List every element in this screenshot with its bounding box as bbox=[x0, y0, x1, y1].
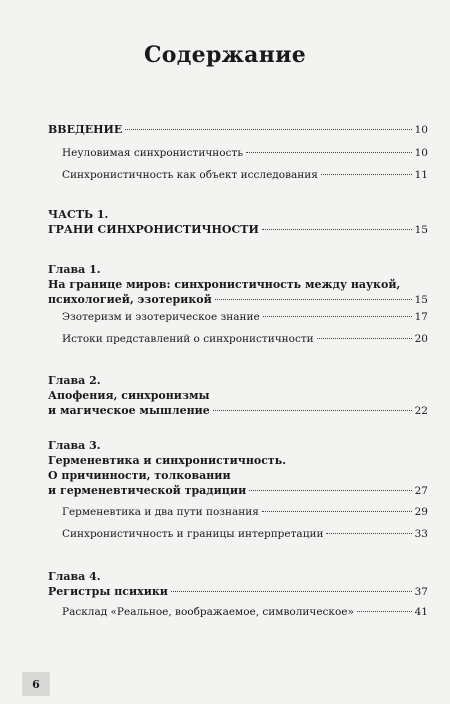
toc-entry-title: Истоки представлений о синхронистичности bbox=[62, 333, 314, 345]
toc-entry-label: Глава 3. bbox=[48, 439, 101, 452]
dot-leader bbox=[357, 611, 412, 612]
toc-entry-title: Синхронистичность как объект исследования bbox=[62, 169, 318, 181]
toc-page-number: 15 bbox=[414, 294, 428, 306]
toc-page-number: 33 bbox=[414, 528, 428, 540]
dot-leader bbox=[246, 152, 412, 153]
toc-page-number: 29 bbox=[414, 506, 428, 518]
toc-entry-title-line: О причинности, толковании bbox=[48, 469, 231, 482]
toc-page-number: 11 bbox=[414, 169, 428, 181]
toc-entry-title-line: На границе миров: синхронистичность между наукой, bbox=[48, 278, 401, 291]
toc-entry-esotericism[interactable] bbox=[62, 310, 428, 325]
toc-page-number: 15 bbox=[414, 224, 428, 236]
toc-entry-title: Неуловимая синхронистичность bbox=[62, 147, 244, 159]
toc-entry-label: Глава 2. bbox=[48, 374, 101, 387]
toc-entry-interpretation-limits[interactable] bbox=[62, 527, 428, 542]
toc-page-number: 20 bbox=[414, 333, 428, 345]
toc-entry-title: и герменевтической традиции bbox=[48, 484, 247, 497]
toc-entry-label: Глава 4. bbox=[48, 570, 101, 583]
dot-leader bbox=[213, 410, 412, 411]
toc-entry-title: Синхронистичность и границы интерпретации bbox=[62, 528, 324, 540]
dot-leader bbox=[263, 316, 412, 317]
dot-leader bbox=[317, 338, 412, 339]
dot-leader bbox=[215, 299, 412, 300]
toc-entry-title: Герменевтика и два пути познания bbox=[62, 506, 259, 518]
toc-entry-title: Расклад «Реальное, воображаемое, символическое» bbox=[62, 606, 354, 618]
toc-entry-part-1[interactable] bbox=[48, 207, 428, 238]
toc-page-number: 37 bbox=[414, 586, 428, 598]
toc-entry-elusive-synchronicity[interactable] bbox=[62, 146, 428, 161]
toc-entry-title: Эзотеризм и эзотерическое знание bbox=[62, 311, 260, 323]
toc-entry-chapter-4[interactable] bbox=[48, 569, 428, 600]
toc-entry-chapter-3[interactable] bbox=[48, 438, 428, 499]
toc-entry-title: Регистры психики bbox=[48, 585, 168, 598]
dot-leader bbox=[326, 533, 411, 534]
dot-leader bbox=[262, 511, 412, 512]
dot-leader bbox=[125, 129, 411, 130]
toc-entry-chapter-1[interactable] bbox=[48, 262, 428, 308]
toc-entry-title-line: Апофения, синхронизмы bbox=[48, 389, 210, 402]
dot-leader bbox=[262, 229, 412, 230]
dot-leader bbox=[321, 174, 412, 175]
toc-entry-chapter-2[interactable] bbox=[48, 373, 428, 419]
toc-page-number: 27 bbox=[414, 485, 428, 497]
toc-entry-title-line: Герменевтика и синхронистичность. bbox=[48, 454, 287, 467]
toc-entry-synchronicity-research-object[interactable] bbox=[62, 168, 428, 183]
toc-page-number: 17 bbox=[414, 311, 428, 323]
page-title: Содержание bbox=[143, 42, 307, 68]
toc-page-number: 10 bbox=[414, 124, 428, 136]
toc-page-number: 41 bbox=[414, 606, 428, 618]
toc-entry-title: ВВЕДЕНИЕ bbox=[48, 123, 123, 136]
toc-entry-label: ЧАСТЬ 1. bbox=[48, 208, 109, 221]
toc-entry-title: и магическое мышление bbox=[48, 404, 210, 417]
toc-page-number: 10 bbox=[414, 147, 428, 159]
toc-entry-label: Глава 1. bbox=[48, 263, 101, 276]
toc-entry-hermeneutics-paths[interactable] bbox=[62, 505, 428, 520]
dot-leader bbox=[171, 591, 412, 592]
toc-entry-introduction[interactable] bbox=[48, 122, 428, 138]
toc-entry-title: психологией, эзотерикой bbox=[48, 293, 212, 306]
toc-page-number: 22 bbox=[414, 405, 428, 417]
toc-entry-real-imaginary-symbolic[interactable] bbox=[62, 605, 428, 620]
toc-entry-origins[interactable] bbox=[62, 332, 428, 347]
toc-entry-title: ГРАНИ СИНХРОНИСТИЧНОСТИ bbox=[48, 223, 259, 236]
dot-leader bbox=[249, 490, 411, 491]
page-number-badge: 6 bbox=[22, 672, 50, 696]
